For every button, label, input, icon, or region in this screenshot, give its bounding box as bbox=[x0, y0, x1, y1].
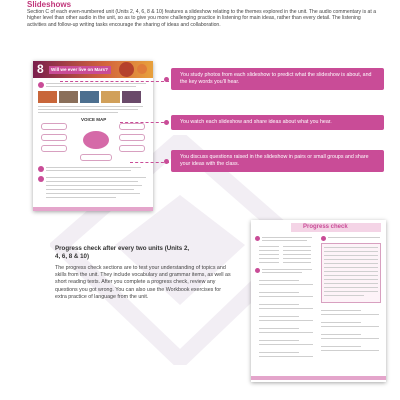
callout-predict bbox=[171, 68, 384, 90]
callout-connector bbox=[120, 122, 169, 123]
callout-discuss bbox=[171, 150, 384, 172]
slideshow-page-thumbnail bbox=[33, 61, 153, 211]
progress-check-body: The progress check sections are to test your understanding of topics and skills from the unit. They include vocabulary and grammar items, as well as short reading texts. After you complete a progress check, review any questions you got wrong. You can also use the Workbook exercises for extra practice of language from the unit. bbox=[55, 265, 231, 300]
section-intro: Section C of each even-numbered unit (Units 2, 4, 6, 8 & 10) features a slideshow relating to the themes explored in the unit. The audio commentary is at a higher level than other audio in the unit, so as to give you more challenging practice in listening for main ideas, rather than every detail. The listening activities and follow-up writing tasks encourage the sharing of ideas and collaboration. bbox=[27, 9, 377, 28]
callout-connector bbox=[60, 81, 169, 82]
callout-text: You discuss questions raised in the slideshow in pairs or small groups and share your ideas with the class. bbox=[180, 154, 369, 167]
banner-title: Will we ever live on Mars? bbox=[51, 67, 108, 72]
progress-check-page-thumbnail bbox=[251, 220, 386, 382]
callout-text: You study photos from each slideshow to predict what the slideshow is about, and the key words you'll hear. bbox=[180, 72, 372, 85]
progress-check-title: Progress check after every two units (Units 2, 4, 6, 8 & 10) bbox=[55, 245, 190, 260]
progress-check-page-title: Progress check bbox=[303, 224, 348, 230]
unit-number: 8 bbox=[37, 62, 44, 76]
voice-map-label: VOICE MAP bbox=[81, 117, 107, 122]
section-heading: Slideshows bbox=[27, 0, 72, 9]
callout-watch bbox=[171, 115, 384, 130]
callout-text: You watch each slideshow and share ideas about what you hear. bbox=[180, 119, 332, 125]
